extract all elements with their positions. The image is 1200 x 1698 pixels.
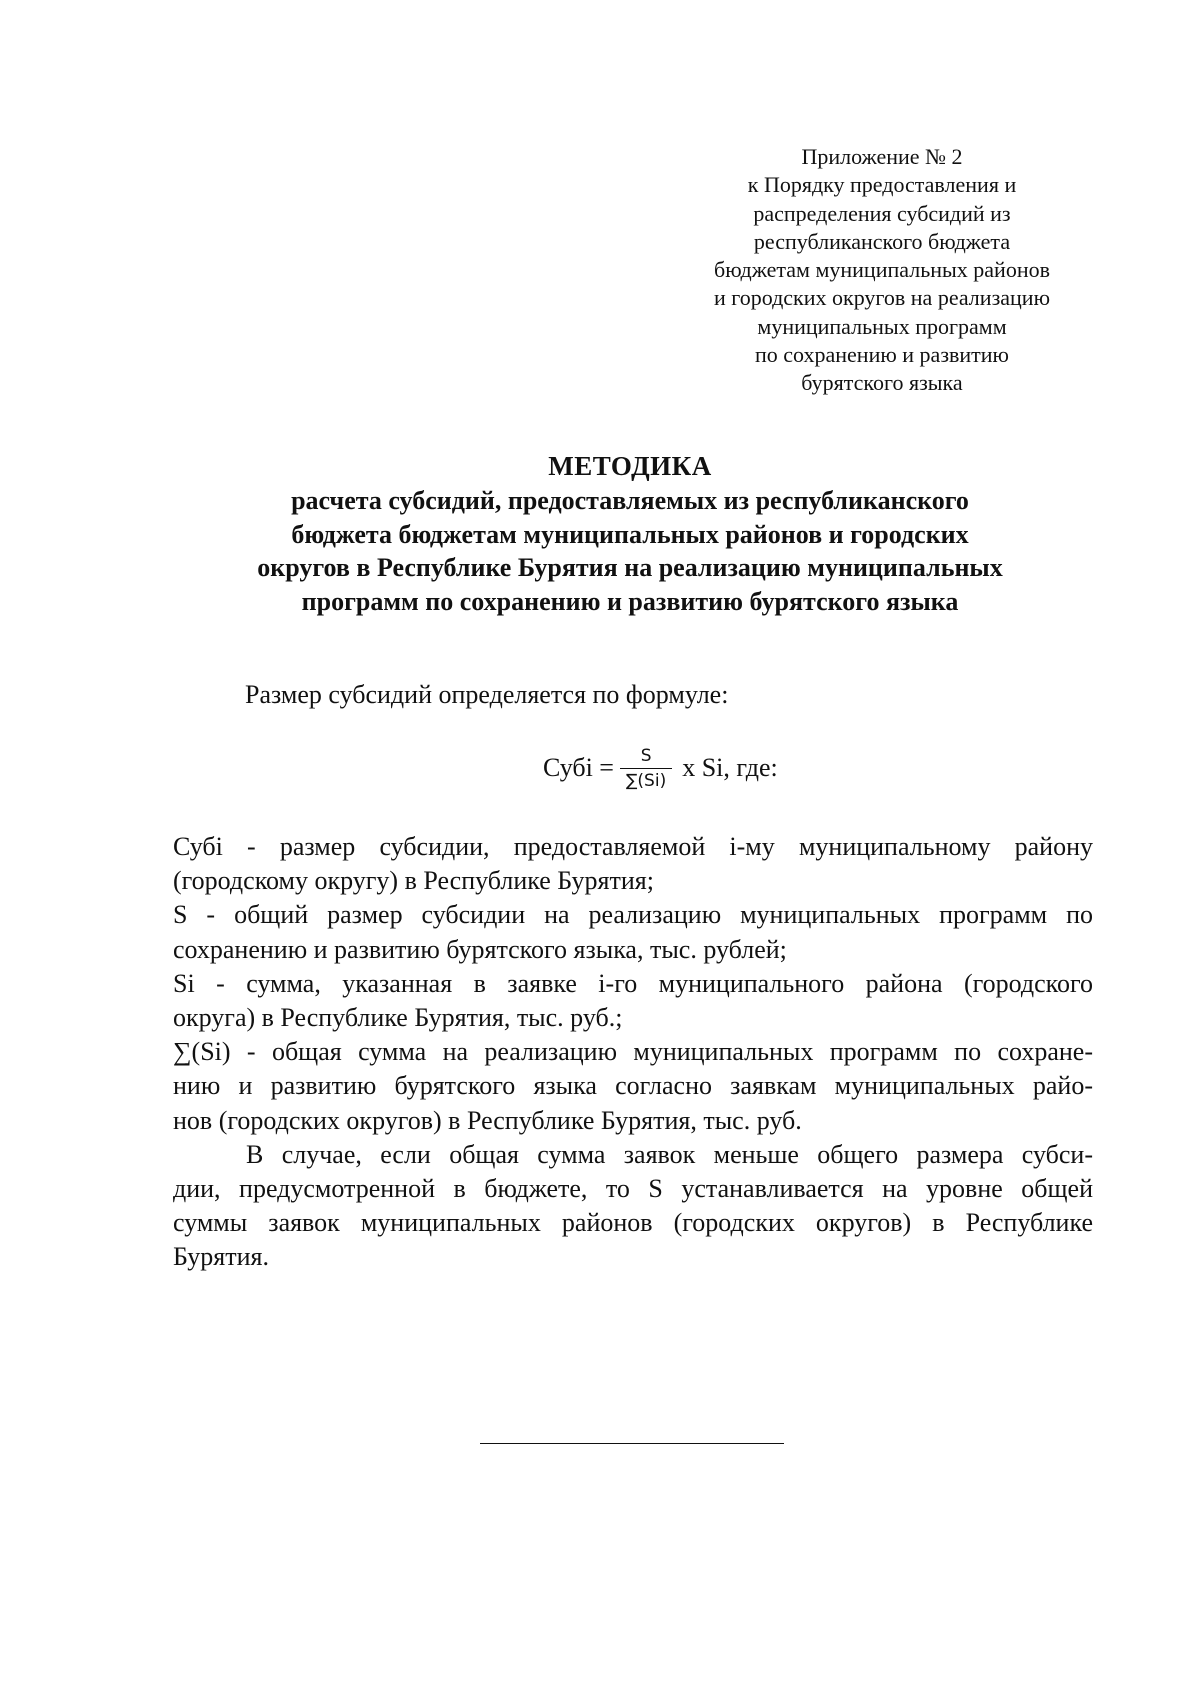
formula-numerator: S xyxy=(640,745,652,766)
title-subheading-line: расчета субсидий, предоставляемых из республиканского xyxy=(291,486,969,515)
formula-denominator: ∑(Si) xyxy=(625,770,667,791)
formula-fraction xyxy=(620,746,672,791)
text-line: округа) в Республике Бурятия, тыс. руб.; xyxy=(173,1003,623,1033)
appendix-line: республиканского бюджета xyxy=(753,228,1011,254)
document-title xyxy=(150,448,1110,618)
text-line: ∑(Si) - общая сумма на реализацию муниципальных программ по сохране- xyxy=(173,1037,1093,1067)
text-line: Si - сумма, указанная в заявке i-го муниципального района (городского xyxy=(173,968,1093,998)
title-subheading-line: программ по сохранению и развитию бурятского языка xyxy=(301,586,959,616)
text-line: (городскому округу) в Республике Бурятия; xyxy=(173,866,654,896)
text-line: Субi - размер субсидии, предоставляемой i-му муниципальному району xyxy=(173,832,1093,861)
appendix-line: Приложение № 2 xyxy=(801,144,963,169)
separator-line xyxy=(480,1443,784,1444)
appendix-line: бюджетам муниципальных районов xyxy=(714,257,1050,283)
text-line: дии, предусмотренной в бюджете, то S устанавливается на уровне общей xyxy=(173,1174,1093,1204)
subsidy-formula xyxy=(543,738,778,798)
title-heading: МЕТОДИКА xyxy=(548,451,712,481)
text-line: суммы заявок муниципальных районов (городских округов) в Республике xyxy=(173,1208,1093,1238)
appendix-line: и городских округов на реализацию xyxy=(713,285,1050,311)
text-line: S - общий размер субсидии на реализацию муниципальных программ по xyxy=(173,900,1093,930)
title-subheading xyxy=(150,484,1110,618)
appendix-line: по сохранению и развитию xyxy=(755,342,1009,368)
title-subheading-line: округов в Республике Бурятия на реализацию муниципальных xyxy=(257,553,1003,582)
appendix-line: распределения субсидий из xyxy=(753,200,1011,226)
appendix-line: бурятского языка xyxy=(801,370,963,396)
text-line: нов (городских округов) в Республике Бурятия, тыс. руб. xyxy=(173,1105,802,1135)
formula-rhs: x Si, где: xyxy=(682,753,778,782)
text-line: сохранению и развитию бурятского языка, тыс. рублей; xyxy=(173,934,787,964)
formula-lhs: Субi = xyxy=(543,753,614,782)
text-line: В случае, если общая сумма заявок меньше общего размера субси- xyxy=(246,1139,1093,1169)
definitions-text xyxy=(173,830,1093,1275)
title-subheading-line: бюджета бюджетам муниципальных районов и городских xyxy=(291,519,969,549)
formula-intro: Размер субсидий определяется по формуле: xyxy=(245,680,729,709)
appendix-line: к Порядку предоставления и xyxy=(747,172,1017,198)
text-line: нию и развитию бурятского языка согласно заявкам муниципальных райо- xyxy=(173,1071,1093,1101)
appendix-note xyxy=(672,143,1092,398)
appendix-line: муниципальных программ xyxy=(757,313,1007,339)
text-line: Бурятия. xyxy=(173,1242,269,1272)
